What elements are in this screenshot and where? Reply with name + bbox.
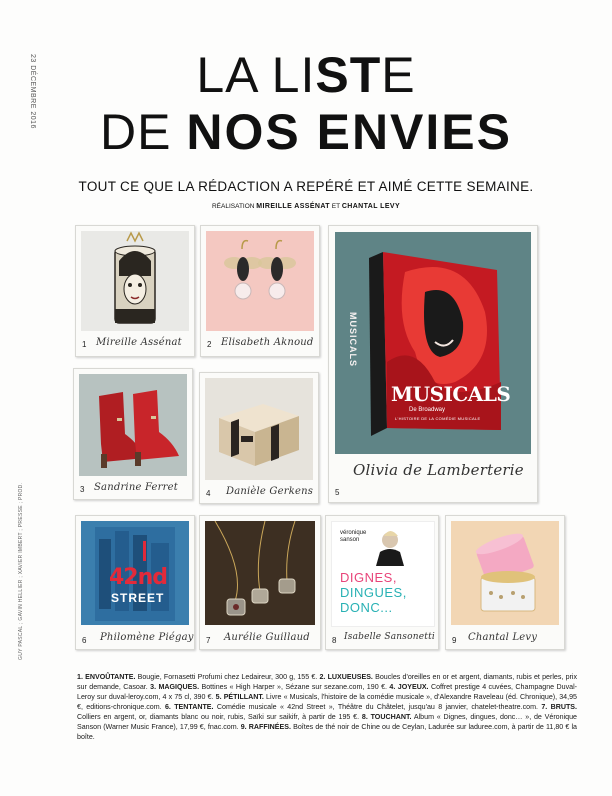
side-photo-credits: GUY PASCAL ; GAVIN HELLIER ; XAVIER IMBERT ; PRESSE ; PROD. [18, 482, 24, 660]
polaroid-card-3 [73, 368, 193, 500]
item-number-6: 6 [82, 636, 87, 645]
book-photo [335, 232, 531, 454]
album-title-line1: DIGNES, [340, 570, 397, 585]
book-tagline: L'HISTOIRE DE LA COMÉDIE MUSICALE [395, 416, 481, 421]
side-date: 23 DÉCEMBRE 2016 [29, 54, 36, 129]
candle-photo [81, 231, 189, 331]
signature-4: Danièle Gerkens [226, 486, 314, 497]
poster-photo [81, 521, 189, 625]
page-title-line1: LA LISTE [196, 47, 416, 103]
signature-2: Elisabeth Aknoud [221, 337, 314, 348]
item-number-4: 4 [206, 489, 211, 498]
signature-3: Sandrine Ferret [94, 482, 178, 493]
polaroid-card-7 [199, 515, 321, 650]
boots-photo [79, 374, 187, 476]
book-subtitle: De Broadway [409, 407, 446, 413]
item-number-1: 1 [82, 340, 87, 349]
book-title: MUSICALS [391, 382, 511, 406]
champagne-box-photo [205, 378, 313, 480]
page-subtitle: TOUT CE QUE LA RÉDACTION A REPÉRÉ ET AIMÉ CETTE SEMAINE. [78, 179, 534, 194]
item-number-7: 7 [206, 636, 211, 645]
poster-title-street: STREET [111, 591, 165, 605]
polaroid-card-4 [199, 372, 319, 504]
item-number-3: 3 [80, 485, 85, 494]
album-title-line3: DONC... [340, 600, 393, 615]
polaroid-card-2 [200, 225, 320, 357]
album-photo [331, 521, 435, 627]
item-number-5: 5 [335, 488, 340, 497]
signature-5: Olivia de Lamberterie [353, 461, 524, 479]
item-number-9: 9 [452, 636, 457, 645]
signature-7: Aurélie Guillaud [224, 632, 310, 643]
signature-1: Mireille Assénat [96, 337, 182, 348]
polaroid-card-8 [325, 515, 439, 650]
earrings-photo [206, 231, 314, 331]
polaroid-card-1 [75, 225, 195, 357]
album-title-line2: DINGUES, [340, 585, 407, 600]
book-spine-text: MUSICALS [348, 312, 358, 367]
signature-8: Isabelle Sansonetti [344, 632, 435, 642]
item-captions: 1. ENVOÛTANTE. Bougie, Fornasetti Profumi chez Ledaireur, 300 g, 155 €. 2. LUXUEUSES. Boucles d'oreilles en or et argent, diamants, rubis et perles, prix sur demande, Casoar. 3. MAGIQUES. Bottines « High Harper », Sézane sur sezane.com, 190 €. 4. JOYEUX. Coffret prestige 4 cuvées, Champagne Duval-Leroy sur duval-leroy.com, 4 x 75 cl, 390 €. 5. PÉTILLANT. Livre « Musicals, l'histoire de la comédie musicale », d'Alexandre Raveleau (éd. Chronique), 34,95 €, editions-chronique.com. 6. TENTANTE. Comédie musicale « 42nd Street », Théâtre du Châtelet, jusqu'au 8 janvier, chatelet-theatre.com. 7. BRUTS. Colliers en argent, or, diamants blanc ou noir, rubis, Saïki sur saikifr, à partir de 195 €. 8. TOUCHANT. Album « Dignes, dingues, donc… », de Véronique Sanson (Warner Music France), 17,99 €, fnac.com. 9. RAFFINÉES. Boîtes de thé noir de Chine ou de Ceylan, Ladurée sur laduree.com, à partir de 11,80 € la boîte. [77, 673, 578, 741]
item-number-8: 8 [332, 636, 337, 645]
necklaces-photo [205, 521, 315, 625]
signature-6: Philomène Piégay [100, 632, 194, 643]
poster-title-number: 42nd [109, 565, 168, 590]
polaroid-card-9 [445, 515, 565, 650]
item-number-2: 2 [207, 340, 212, 349]
polaroid-card-6 [75, 515, 195, 650]
tea-boxes-photo [451, 521, 559, 625]
polaroid-card-5 [328, 225, 538, 503]
album-artist-first: véronique [340, 530, 367, 536]
page-title-line2: DE NOS ENVIES [100, 104, 512, 160]
album-artist-last: sanson [340, 537, 360, 543]
signature-9: Chantal Levy [468, 632, 538, 643]
page-credit: RÉALISATION MIREILLE ASSÉNAT ET CHANTAL LEVY [211, 203, 401, 210]
